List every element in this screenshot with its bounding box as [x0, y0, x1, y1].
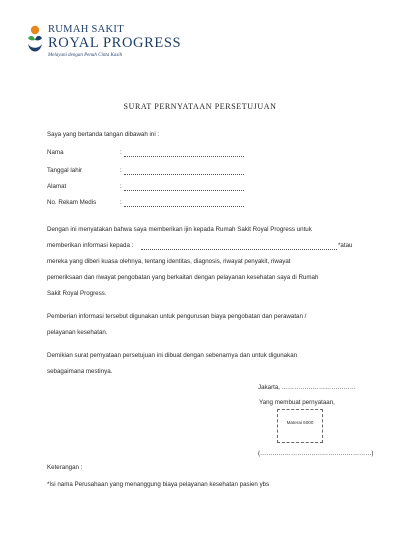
document-title: SURAT PERNYATAAN PERSETUJUAN — [123, 102, 277, 111]
field-colon: : — [120, 149, 122, 156]
paragraph1-line2-suffix: *atau — [338, 242, 353, 249]
field-label-medical-record: No. Rekam Medis — [47, 199, 97, 206]
field-colon: : — [120, 167, 122, 174]
field-label-address: Alamat — [47, 183, 67, 190]
paragraph3-line1: Demikian surat pernyataan persetujuan ini dibuat dengan sebenarnya dan untuk digunakan — [47, 352, 298, 359]
paragraph3-line2: sebagaimana mestinya. — [47, 368, 113, 375]
field-label-birthdate: Tanggal lahir — [47, 167, 83, 174]
field-line-birthdate — [124, 168, 244, 175]
paragraph1-line1: Dengan ini menyatakan bahwa saya memberikan ijin kepada Rumah Sakit Royal Progress untuk — [47, 226, 312, 233]
paragraph1-line5: Sakit Royal Progress. — [47, 290, 107, 297]
field-label-name: Nama — [47, 149, 64, 156]
statement-maker: Yang membuat pernyataan, — [259, 399, 335, 406]
paragraph1-line2-prefix: memberikan informasi kepada : — [47, 242, 134, 249]
paragraph1-line3: mereka yang diberi kuasa olehnya, tentang identitas, diagnosis, riwayat penyakit, riwayat — [47, 258, 291, 265]
paragraph2-line2: pelayanan kesehatan. — [47, 329, 108, 336]
field-colon: : — [120, 199, 122, 206]
paragraph2-line1: Pemberian informasi tersebut digunakan untuk pengurusan biaya pengobatan dan perawatan / — [47, 313, 307, 320]
stamp-label: Materai 6000 — [286, 420, 314, 425]
hospital-logo-icon — [26, 24, 44, 58]
field-line-address — [124, 184, 244, 191]
intro-text: Saya yang bertanda tangan dibawah ini : — [47, 131, 160, 138]
place-date: Jakarta, ……………………………… — [258, 384, 356, 391]
brand-name: ROYAL PROGRESS — [48, 35, 182, 51]
brand-top-text: RUMAH SAKIT — [48, 24, 124, 35]
signature-name-line: (………………………………………………) — [258, 450, 374, 457]
recipient-line — [141, 243, 337, 250]
brand-tagline: Melayani dengan Penuh Cinta Kasih — [48, 53, 123, 58]
field-line-medical-record — [124, 200, 244, 207]
field-colon: : — [120, 183, 122, 190]
field-line-name — [124, 150, 244, 157]
stamp-box — [277, 409, 323, 443]
notes-label: Keterangan : — [47, 464, 83, 471]
footnote: *Isi nama Perusahaan yang menanggung biaya pelayanan kesehatan pasien ybs — [47, 481, 270, 488]
paragraph1-line4: pemeriksaan dan riwayat pengobatan yang berkaitan dengan pelayanan kesehatan saya di Rumah — [47, 274, 319, 281]
